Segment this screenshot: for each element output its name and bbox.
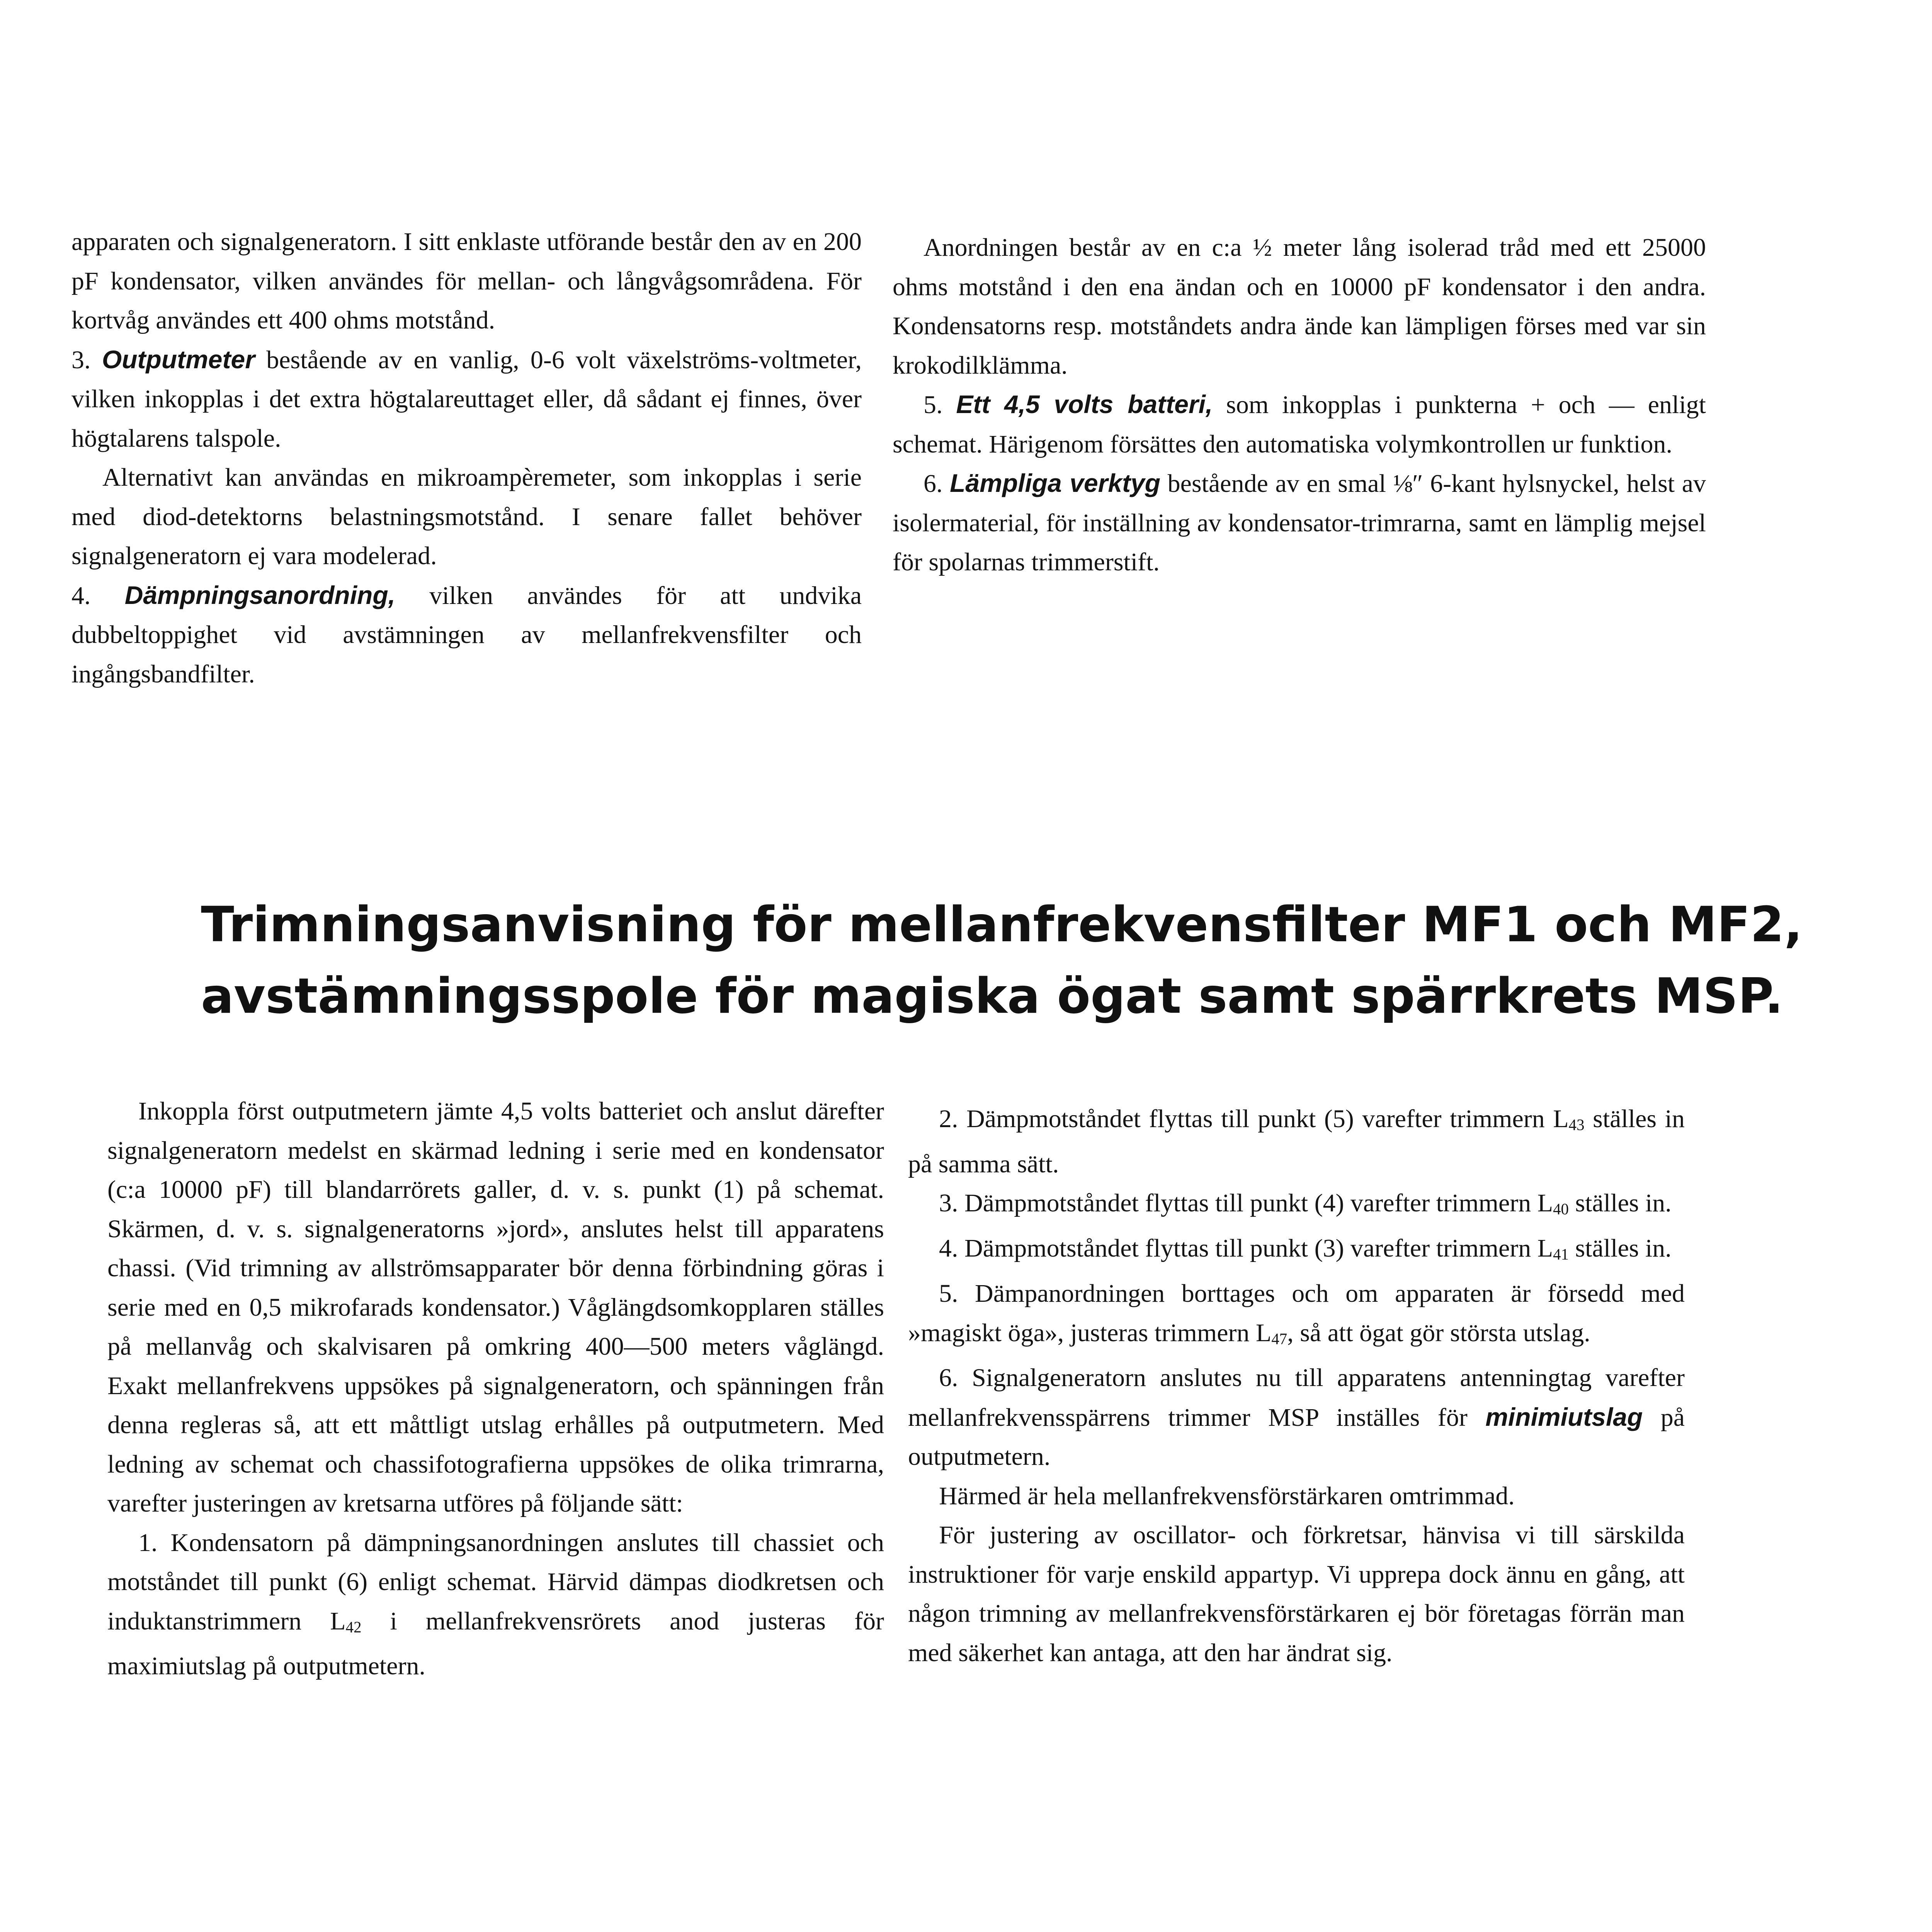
fraction: ½ (1253, 233, 1272, 262)
item-text: som inkopplas i punkterna + och — enligt schemat. Härigenom försättes den automatiska volymkontrollen ur funktion. (893, 391, 1706, 458)
bottom-right-column (908, 1099, 1685, 1672)
text-part: 6. Signalgeneratorn anslutes nu till apparatens antenningtag varefter mellanfrekvensspärrens trimmer MSP inställes för (908, 1364, 1685, 1432)
paragraph-signalgenerator-end: apparaten och signalgeneratorn. I sitt enklaste utförande består den av en 200 pF kondensator, vilken användes för mellan- och långvågsområdena. För kortvåg användes ett 400 ohms motstånd. (71, 228, 862, 334)
paragraph-alternative: Alternativt kan användas en mikroampèremeter, som inkopplas i serie med diod-detektorns belastningsmotstånd. I senare fallet behöver signalgeneratorn ej vara modelerad. (71, 463, 862, 570)
step-4 (908, 1229, 1685, 1274)
subscript: 40 (1553, 1200, 1569, 1218)
bottom-left-column (107, 1092, 884, 1686)
section-heading (201, 889, 1803, 1032)
subscript: 41 (1553, 1245, 1569, 1263)
text-part: ställes in. (1569, 1234, 1672, 1263)
fraction: ⅛″ (1393, 469, 1423, 498)
text-part: 3. Dämpmotståndet flyttas till punkt (4) varefter trimmern L (939, 1189, 1553, 1218)
item-title: Dämpningsanordning, (124, 580, 396, 609)
text-part: , så att ögat gör största utslag. (1287, 1318, 1590, 1347)
text-part: Anordningen består av en c:a (923, 233, 1253, 262)
item-number: 3. (71, 345, 91, 374)
text-part: 4. Dämpmotståndet flyttas till punkt (3) varefter trimmern L (939, 1234, 1553, 1263)
text-part: bestående av en smal (1160, 469, 1393, 498)
heading-line-2: avstämningsspole för magiska ögat samt spärrkrets MSP. (201, 968, 1783, 1024)
item-text: bestående av en vanlig, 0-6 volt växelströms-voltmeter, vilken inkopplas i det extra högtalareuttaget eller, då sådant ej finnes, över högtalarens talspole. (71, 345, 862, 452)
item-4-dampningsanordning (71, 576, 862, 694)
item-title: Lämpliga verktyg (950, 469, 1161, 497)
item-title: Ett 4,5 volts batteri, (956, 390, 1213, 418)
step-3 (908, 1184, 1685, 1229)
text-part: i mellanfrekvensrörets anod justeras för maximiutslag på outputmetern. (107, 1607, 884, 1680)
text-part: 1. Kondensatorn på dämpningsanordningen anslutes till chassiet och motståndet till punkt (6) enligt schemat. Härvid dämpas diodkretsen och induktanstrimmern L (107, 1528, 884, 1635)
item-number: 4. (71, 581, 91, 610)
text-part: meter lång isolerad tråd med ett 25000 ohms motstånd i den ena ändan och en 10000 pF kondensator i den andra. Kondensatorns resp. motståndets andra ände kan lämpligen förses med var sin krokodilklämma. (893, 233, 1706, 379)
subscript: 47 (1271, 1330, 1287, 1347)
step-5 (908, 1274, 1685, 1358)
heading-line-1: Trimningsanvisning för mellanfrekvensfilter MF1 och MF2, (201, 896, 1803, 953)
subscript: 42 (345, 1618, 362, 1636)
text-part: ställes in på samma sätt. (908, 1105, 1685, 1178)
text-part: 5. Dämpanordningen borttages och om apparaten är försedd med »magiskt öga», justeras trimmern L (908, 1279, 1685, 1347)
paragraph-inkoppla: Inkoppla först outputmetern jämte 4,5 volts batteriet och anslut därefter signalgeneratorn medelst en skärmad ledning i serie med en kondensator (c:a 10000 pF) till blandarrörets galler, d. v. s. punkt (1) på schemat. Skärmen, d. v. s. signalgeneratorns »jord», anslutes helst till apparatens chassi. (Vid trimning av allströmsapparater bör denna förbindning göras i serie med en 0,5 mikrofarads kondensator.) Våglängdsomkopplaren ställes på mellanvåg och skalvisaren på omkring 400—500 meters våglängd. Exakt mellanfrekvens uppsökes på signalgeneratorn, och spänningen från denna regleras så, att ett måttligt utslag erhålles på outputmetern. Med ledning av schemat och chassifotografierna uppsökes de olika trimrarna, varefter justeringen av kretsarna utföres på följande sätt: (107, 1097, 884, 1517)
step-1 (107, 1523, 884, 1686)
item-3-outputmeter (71, 340, 862, 458)
text-part: 6-kant hylsnyckel, helst av isolermaterial, för inställning av kondensator-trimrarna, samt en lämplig mejsel för spolarnas trimmerstift. (893, 469, 1706, 576)
text-part: 2. Dämpmotståndet flyttas till punkt (5) varefter trimmern L (939, 1105, 1569, 1133)
text-part: på outputmetern. (908, 1403, 1685, 1471)
top-left-column (71, 222, 862, 694)
item-number: 5. (923, 391, 943, 419)
paragraph-harmed: Härmed är hela mellanfrekvensförstärkaren omtrimmad. (939, 1481, 1515, 1510)
step-2 (908, 1099, 1685, 1184)
text-part: ställes in. (1569, 1189, 1672, 1218)
item-6-verktyg (893, 464, 1706, 582)
paragraph-justering: För justering av oscillator- och förkretsar, hänvisa vi till särskilda instruktioner för varje enskild appartyp. Vi upprepa dock ännu en gång, att någon trimning av mellanfrekvensförstärkaren ej bör företagas förrän man med säkerhet kan antaga, att den har ändrat sig. (908, 1521, 1685, 1667)
top-right-column (893, 228, 1706, 582)
item-number: 6. (923, 469, 943, 498)
step-6 (908, 1358, 1685, 1476)
item-title: Outputmeter (102, 345, 255, 374)
paragraph-anordningen (893, 228, 1706, 385)
emphasis: minimiutslag (1485, 1402, 1643, 1431)
item-5-batteri (893, 385, 1706, 464)
item-text: vilken användes för att undvika dubbeltoppighet vid avstämningen av mellanfrekvensfilter och ingångsbandfilter. (71, 581, 862, 688)
subscript: 43 (1568, 1116, 1585, 1134)
